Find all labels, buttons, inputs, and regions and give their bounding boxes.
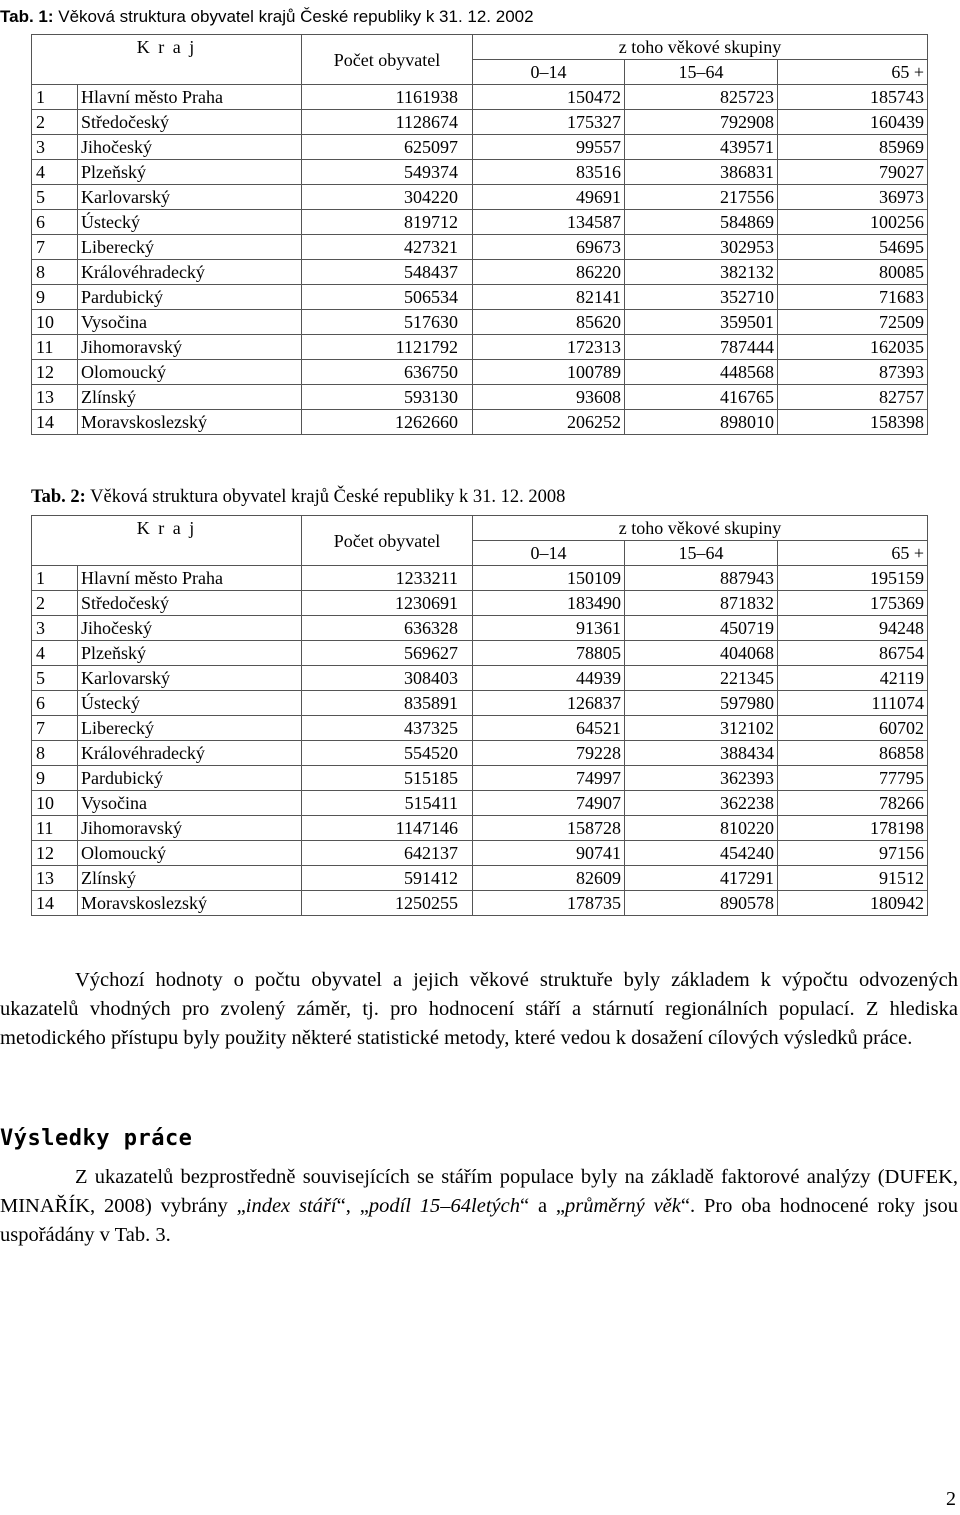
region-number: 2 — [32, 110, 78, 135]
region-number: 11 — [32, 335, 78, 360]
age-65-plus: 82757 — [778, 385, 928, 410]
region-name: Moravskoslezský — [78, 410, 302, 435]
age-65-plus: 97156 — [778, 841, 928, 866]
table2-caption — [31, 486, 565, 508]
age-65-plus: 158398 — [778, 410, 928, 435]
table-row — [32, 360, 928, 385]
region-name: Karlovarský — [78, 185, 302, 210]
age-15-64: 439571 — [625, 135, 778, 160]
age-0-14: 86220 — [473, 260, 625, 285]
population-total: 1230691 — [302, 591, 473, 616]
population-total: 515185 — [302, 766, 473, 791]
age-65-plus: 91512 — [778, 866, 928, 891]
region-number: 1 — [32, 85, 78, 110]
region-name: Jihočeský — [78, 135, 302, 160]
population-total: 308403 — [302, 666, 473, 691]
table-row — [32, 691, 928, 716]
region-number: 9 — [32, 285, 78, 310]
age-65-plus: 79027 — [778, 160, 928, 185]
population-total: 1121792 — [302, 335, 473, 360]
population-total: 517630 — [302, 310, 473, 335]
region-name: Jihomoravský — [78, 816, 302, 841]
age-65-plus: 195159 — [778, 566, 928, 591]
population-total: 554520 — [302, 741, 473, 766]
paragraph-results — [0, 1163, 958, 1250]
region-name: Olomoucký — [78, 360, 302, 385]
table-row — [32, 185, 928, 210]
region-name: Liberecký — [78, 235, 302, 260]
region-number: 5 — [32, 666, 78, 691]
table-row — [32, 385, 928, 410]
population-total: 819712 — [302, 210, 473, 235]
population-total: 835891 — [302, 691, 473, 716]
region-number: 3 — [32, 616, 78, 641]
age-15-64: 887943 — [625, 566, 778, 591]
age-65-plus: 180942 — [778, 891, 928, 916]
region-number: 14 — [32, 410, 78, 435]
table1-caption-text: Věková struktura obyvatel krajů České republiky k 31. 12. 2002 — [53, 7, 534, 26]
age-65-plus: 78266 — [778, 791, 928, 816]
region-name: Jihočeský — [78, 616, 302, 641]
table-row — [32, 841, 928, 866]
region-name: Hlavní město Praha — [78, 566, 302, 591]
age-0-14: 49691 — [473, 185, 625, 210]
age-0-14: 82141 — [473, 285, 625, 310]
region-name: Plzeňský — [78, 160, 302, 185]
age-0-14: 74997 — [473, 766, 625, 791]
table-row — [32, 641, 928, 666]
age-15-64: 359501 — [625, 310, 778, 335]
region-name: Královéhradecký — [78, 741, 302, 766]
table-row — [32, 766, 928, 791]
population-total: 515411 — [302, 791, 473, 816]
table2-header-g1: 0–14 — [473, 541, 625, 566]
region-number: 6 — [32, 691, 78, 716]
table2-header-kraj: K r a j — [32, 516, 302, 566]
paragraph-inputs-text: Výchozí hodnoty o počtu obyvatel a jejich věkové struktuře byly základem k výpočtu odvozených ukazatelů vhodných pro zvolený záměr, tj. pro hodnocení stáří a stárnutí regionálních populací. Z hlediska metodického přístupu byly použity některé statistické metody, které vedou k dosažení cílových výsledků práce. — [0, 969, 958, 1049]
region-name: Zlínský — [78, 866, 302, 891]
age-0-14: 74907 — [473, 791, 625, 816]
region-name: Vysočina — [78, 791, 302, 816]
region-number: 11 — [32, 816, 78, 841]
population-total: 437325 — [302, 716, 473, 741]
region-number: 7 — [32, 235, 78, 260]
table-row — [32, 235, 928, 260]
table-row — [32, 210, 928, 235]
region-name: Ústecký — [78, 210, 302, 235]
table-row — [32, 616, 928, 641]
age-15-64: 302953 — [625, 235, 778, 260]
age-0-14: 83516 — [473, 160, 625, 185]
age-15-64: 584869 — [625, 210, 778, 235]
region-number: 14 — [32, 891, 78, 916]
region-number: 4 — [32, 641, 78, 666]
age-15-64: 450719 — [625, 616, 778, 641]
age-0-14: 100789 — [473, 360, 625, 385]
table-row — [32, 160, 928, 185]
population-total: 593130 — [302, 385, 473, 410]
results-text-part3: “ a „ — [520, 1195, 566, 1217]
results-italic-index: index stáří — [245, 1195, 337, 1217]
age-15-64: 404068 — [625, 641, 778, 666]
region-name: Vysočina — [78, 310, 302, 335]
age-65-plus: 86858 — [778, 741, 928, 766]
table1-header-kraj: K r a j — [32, 35, 302, 85]
population-total: 549374 — [302, 160, 473, 185]
table1 — [31, 34, 928, 435]
age-65-plus: 77795 — [778, 766, 928, 791]
population-total: 569627 — [302, 641, 473, 666]
region-number: 8 — [32, 741, 78, 766]
age-65-plus: 60702 — [778, 716, 928, 741]
age-65-plus: 36973 — [778, 185, 928, 210]
age-15-64: 810220 — [625, 816, 778, 841]
population-total: 1250255 — [302, 891, 473, 916]
region-number: 1 — [32, 566, 78, 591]
population-total: 1128674 — [302, 110, 473, 135]
age-0-14: 183490 — [473, 591, 625, 616]
region-number: 9 — [32, 766, 78, 791]
table-row — [32, 716, 928, 741]
age-65-plus: 71683 — [778, 285, 928, 310]
age-0-14: 78805 — [473, 641, 625, 666]
population-total: 506534 — [302, 285, 473, 310]
population-total: 1233211 — [302, 566, 473, 591]
age-15-64: 825723 — [625, 85, 778, 110]
table2-caption-label: Tab. 2: — [31, 487, 86, 507]
age-0-14: 134587 — [473, 210, 625, 235]
age-65-plus: 100256 — [778, 210, 928, 235]
results-italic-share: podíl 15–64letých — [368, 1195, 520, 1217]
region-name: Hlavní město Praha — [78, 85, 302, 110]
population-total: 304220 — [302, 185, 473, 210]
results-text-part2: “, „ — [336, 1195, 369, 1217]
age-15-64: 417291 — [625, 866, 778, 891]
region-number: 6 — [32, 210, 78, 235]
table-row — [32, 566, 928, 591]
age-0-14: 93608 — [473, 385, 625, 410]
table2-caption-text: Věková struktura obyvatel krajů České republiky k 31. 12. 2008 — [85, 487, 566, 507]
age-0-14: 64521 — [473, 716, 625, 741]
age-0-14: 206252 — [473, 410, 625, 435]
population-total: 642137 — [302, 841, 473, 866]
region-number: 4 — [32, 160, 78, 185]
age-65-plus: 185743 — [778, 85, 928, 110]
region-number: 12 — [32, 360, 78, 385]
table-row — [32, 741, 928, 766]
age-15-64: 221345 — [625, 666, 778, 691]
table2-header-group: z toho věkové skupiny — [473, 516, 928, 541]
population-total: 1262660 — [302, 410, 473, 435]
table-row — [32, 85, 928, 110]
region-name: Olomoucký — [78, 841, 302, 866]
age-15-64: 448568 — [625, 360, 778, 385]
age-0-14: 85620 — [473, 310, 625, 335]
age-65-plus: 162035 — [778, 335, 928, 360]
results-text-part1: Z ukazatelů bezprostředně souvisejících se stářím populace byly na základě faktorové analýzy (DUFEK, MINAŘÍK, 2008) vybrány „ — [0, 1166, 958, 1217]
page-number: 2 — [946, 1488, 956, 1510]
age-0-14: 91361 — [473, 616, 625, 641]
age-0-14: 99557 — [473, 135, 625, 160]
region-number: 12 — [32, 841, 78, 866]
age-65-plus: 86754 — [778, 641, 928, 666]
region-number: 2 — [32, 591, 78, 616]
age-65-plus: 54695 — [778, 235, 928, 260]
region-number: 10 — [32, 791, 78, 816]
section-heading-results: Výsledky práce — [0, 1126, 193, 1151]
age-15-64: 871832 — [625, 591, 778, 616]
region-number: 3 — [32, 135, 78, 160]
region-number: 13 — [32, 866, 78, 891]
table1-caption — [0, 6, 534, 28]
age-0-14: 175327 — [473, 110, 625, 135]
table-row — [32, 666, 928, 691]
table-row — [32, 816, 928, 841]
age-65-plus: 111074 — [778, 691, 928, 716]
region-number: 5 — [32, 185, 78, 210]
age-0-14: 90741 — [473, 841, 625, 866]
region-name: Královéhradecký — [78, 260, 302, 285]
age-0-14: 126837 — [473, 691, 625, 716]
region-name: Plzeňský — [78, 641, 302, 666]
table-row — [32, 110, 928, 135]
table-row — [32, 866, 928, 891]
age-65-plus: 160439 — [778, 110, 928, 135]
population-total: 625097 — [302, 135, 473, 160]
region-name: Pardubický — [78, 285, 302, 310]
table-row — [32, 335, 928, 360]
age-65-plus: 85969 — [778, 135, 928, 160]
table1-caption-label: Tab. 1: — [0, 7, 54, 26]
table2-header-pocet: Počet obyvatel — [302, 516, 473, 566]
population-total: 591412 — [302, 866, 473, 891]
age-0-14: 79228 — [473, 741, 625, 766]
age-0-14: 158728 — [473, 816, 625, 841]
age-0-14: 82609 — [473, 866, 625, 891]
table1-header-g1: 0–14 — [473, 60, 625, 85]
table1-header-g2: 15–64 — [625, 60, 778, 85]
region-number: 7 — [32, 716, 78, 741]
age-65-plus: 72509 — [778, 310, 928, 335]
table2-body — [32, 566, 928, 916]
region-name: Středočeský — [78, 591, 302, 616]
population-total: 636750 — [302, 360, 473, 385]
age-15-64: 352710 — [625, 285, 778, 310]
population-total: 1147146 — [302, 816, 473, 841]
age-0-14: 172313 — [473, 335, 625, 360]
region-name: Ústecký — [78, 691, 302, 716]
region-number: 8 — [32, 260, 78, 285]
age-15-64: 362393 — [625, 766, 778, 791]
age-15-64: 416765 — [625, 385, 778, 410]
age-15-64: 217556 — [625, 185, 778, 210]
age-15-64: 454240 — [625, 841, 778, 866]
paragraph-inputs — [0, 966, 958, 1053]
table-row — [32, 591, 928, 616]
region-name: Středočeský — [78, 110, 302, 135]
table-row — [32, 791, 928, 816]
age-15-64: 898010 — [625, 410, 778, 435]
age-65-plus: 42119 — [778, 666, 928, 691]
age-15-64: 787444 — [625, 335, 778, 360]
age-65-plus: 80085 — [778, 260, 928, 285]
table2-header-g3: 65 + — [778, 541, 928, 566]
age-15-64: 382132 — [625, 260, 778, 285]
age-65-plus: 94248 — [778, 616, 928, 641]
results-text-part4: “. Pro oba hodnocené roky jsou uspořádány v Tab. 3. — [0, 1195, 958, 1246]
paragraph-results-text — [0, 1163, 958, 1250]
age-15-64: 386831 — [625, 160, 778, 185]
population-total: 427321 — [302, 235, 473, 260]
table-row — [32, 310, 928, 335]
age-15-64: 388434 — [625, 741, 778, 766]
region-name: Karlovarský — [78, 666, 302, 691]
age-15-64: 597980 — [625, 691, 778, 716]
age-15-64: 792908 — [625, 110, 778, 135]
population-total: 548437 — [302, 260, 473, 285]
age-15-64: 362238 — [625, 791, 778, 816]
region-name: Pardubický — [78, 766, 302, 791]
age-0-14: 150109 — [473, 566, 625, 591]
region-name: Jihomoravský — [78, 335, 302, 360]
age-65-plus: 178198 — [778, 816, 928, 841]
region-number: 13 — [32, 385, 78, 410]
table-row — [32, 891, 928, 916]
age-65-plus: 175369 — [778, 591, 928, 616]
table-row — [32, 285, 928, 310]
age-65-plus: 87393 — [778, 360, 928, 385]
region-name: Zlínský — [78, 385, 302, 410]
population-total: 636328 — [302, 616, 473, 641]
table1-header-pocet: Počet obyvatel — [302, 35, 473, 85]
age-0-14: 178735 — [473, 891, 625, 916]
age-0-14: 69673 — [473, 235, 625, 260]
age-15-64: 890578 — [625, 891, 778, 916]
age-0-14: 150472 — [473, 85, 625, 110]
table-row — [32, 260, 928, 285]
region-name: Liberecký — [78, 716, 302, 741]
table1-header-g3: 65 + — [778, 60, 928, 85]
age-0-14: 44939 — [473, 666, 625, 691]
results-italic-age: průměrný věk — [565, 1195, 681, 1217]
population-total: 1161938 — [302, 85, 473, 110]
age-15-64: 312102 — [625, 716, 778, 741]
table2 — [31, 515, 928, 916]
table1-header-group: z toho věkové skupiny — [473, 35, 928, 60]
table1-body — [32, 85, 928, 435]
table2-header-g2: 15–64 — [625, 541, 778, 566]
table-row — [32, 410, 928, 435]
table-row — [32, 135, 928, 160]
region-name: Moravskoslezský — [78, 891, 302, 916]
region-number: 10 — [32, 310, 78, 335]
